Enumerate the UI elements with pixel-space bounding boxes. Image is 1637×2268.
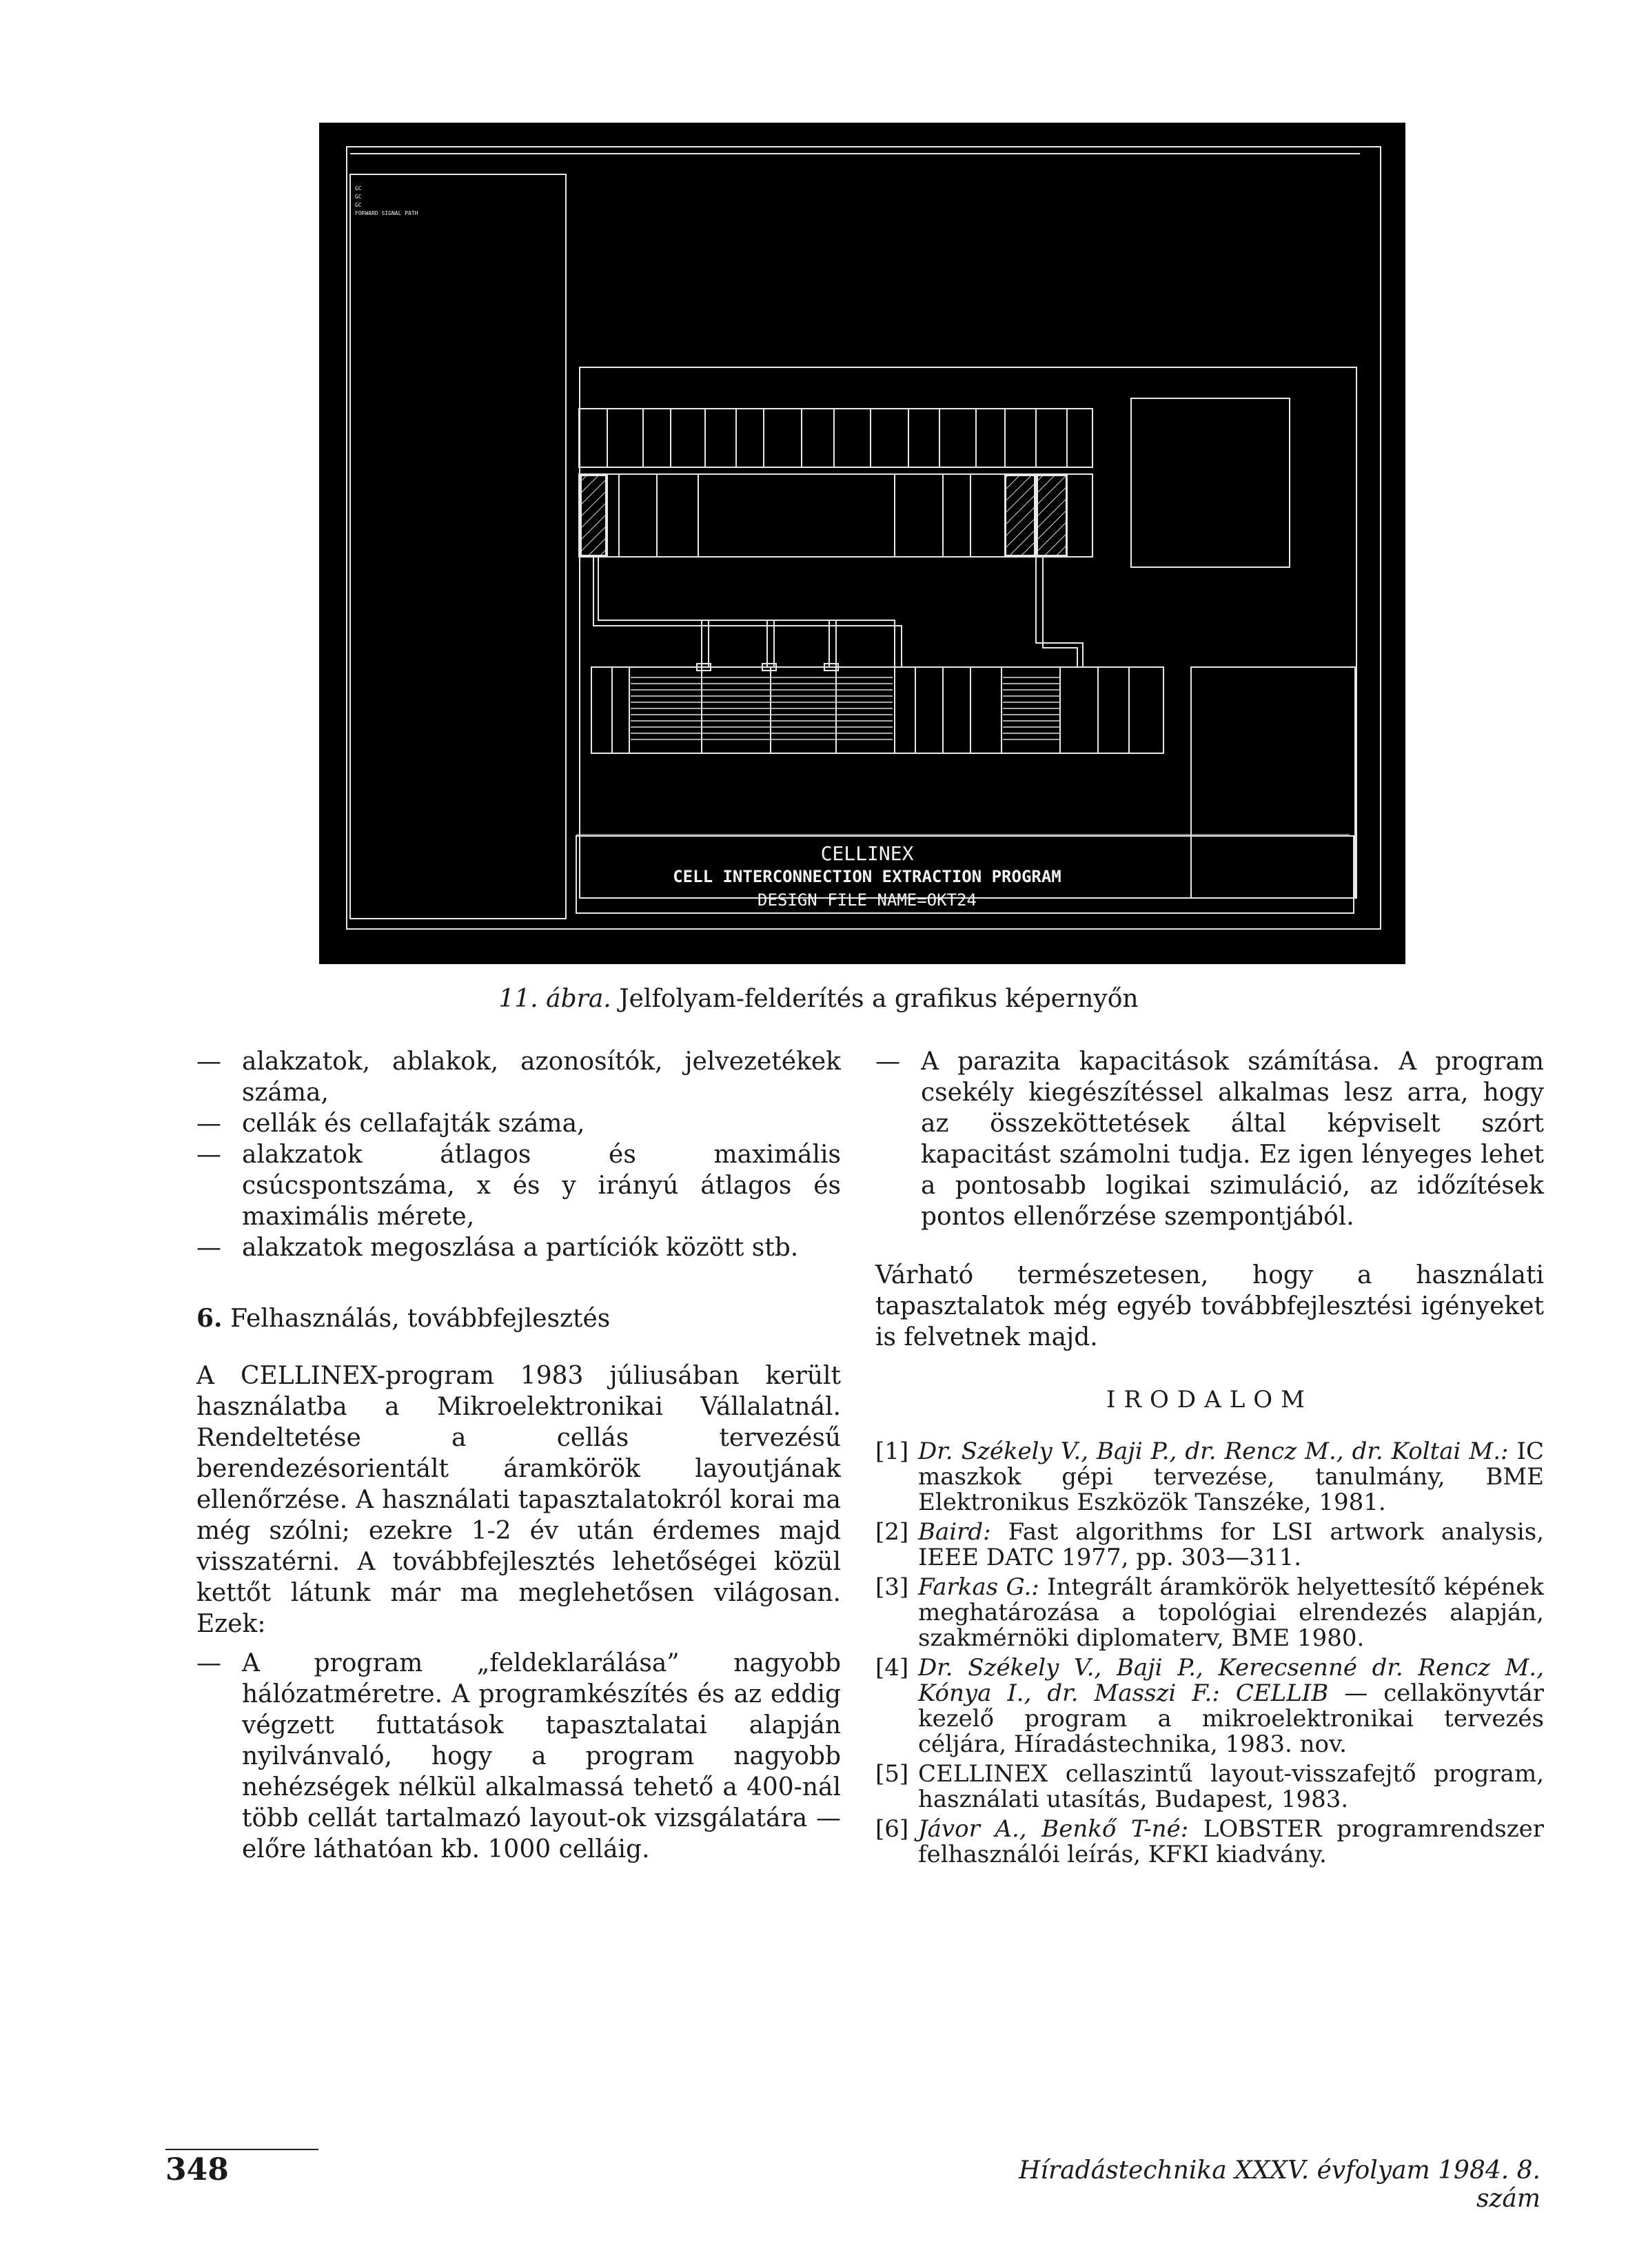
references-title: IRODALOM xyxy=(1106,1386,1313,1413)
caption-text: Jelfolyam-felderítés a grafikus képernyőn xyxy=(619,985,1139,1013)
highlighted-cell xyxy=(1006,476,1035,555)
references-list xyxy=(875,1439,1544,1868)
signal-path-wires xyxy=(593,557,1083,671)
cell-row-upper-bottom-dividers xyxy=(607,474,1067,557)
reference-item: [6] Jávor A., Benkő T-né: LOBSTER programrendszer felhasználói leírás, KFKI kiadvány. xyxy=(875,1815,1544,1868)
cell-row-upper-top xyxy=(579,409,1092,467)
panel-label: GC xyxy=(355,202,362,208)
layout-screen-drawing xyxy=(319,123,1405,964)
layout-window xyxy=(580,367,1356,898)
footer-rule xyxy=(165,2149,318,2150)
reference-item: [5] CELLINEX cellaszintű layout-visszafejtő program, használati utasítás, Budapest, 1983. xyxy=(875,1760,1544,1813)
development-list xyxy=(196,1648,841,1865)
left-column xyxy=(196,1046,841,1865)
highlighted-cell xyxy=(581,476,606,555)
statistics-list xyxy=(196,1046,841,1263)
section-title: Felhasználás, továbbfejlesztés xyxy=(230,1305,611,1333)
body-paragraph: A CELLINEX-program 1983 júliusában került használatba a Mikroelektronikai Vállalatnál. Rendeltetése a cellás tervezésű berendezésorientált áramkörök layoutjának ellenőrzése. A használati tapasztalatokról korai ma még szólni; ezekre 1-2 év után érdemes majd visszatérni. A továbbfejlesztés lehetőségei közül kettőt látunk már ma meglehetősen világosan. Ezek: xyxy=(196,1362,841,1638)
body-paragraph: Várható természetesen, hogy a használati tapasztalatok még egyéb továbbfejlesztési igényeket is felvetnek majd. xyxy=(875,1261,1544,1351)
list-item: — A parazita kapacitások számítása. A program csekély kiegészítéssel alkalmas lesz arra, hogy az összeköttetések által képviselt szórt kapacitást számolni tudja. Ez igen lényeges lehet a pontosabb logikai szimuláció, az időzítések pontos ellenőrzése szempontjából. xyxy=(875,1048,1544,1231)
highlighted-cells-lower xyxy=(631,674,893,743)
list-item: — A program „feldeklarálása” nagyobb hálózatméretre. A programkészítés és az eddig végzett futtatások tapasztalatai alapján nyilvánvaló, hogy a program nagyobb nehézségek nélkül alkalmassá tehető a 400-nál több cellát tartalmazó layout-ok vizsgálatára — előre láthatóan kb. 1000 celláig. xyxy=(196,1649,841,1863)
page-number: 348 xyxy=(165,2152,229,2187)
list-item: — cellák és cellafajták száma, xyxy=(196,1110,585,1138)
reference-item: [1] Dr. Székely V., Baji P., dr. Rencz M., dr. Koltai M.: IC maszkok gépi tervezése, tanulmány, BME Elektronikus Eszközök Tanszéke, 1981. xyxy=(875,1438,1544,1516)
program-title: CELL INTERCONNECTION EXTRACTION PROGRAM xyxy=(673,867,1061,886)
message-panel xyxy=(350,174,566,919)
figure-caption xyxy=(0,984,1637,1014)
highlighted-cell xyxy=(1037,476,1066,555)
list-item: — alakzatok megoszlása a partíciók között stb. xyxy=(196,1234,799,1262)
cell-row-upper-top-dividers xyxy=(607,409,1067,467)
highlighted-cell-lower xyxy=(1003,674,1059,743)
screen-frame xyxy=(347,147,1381,929)
design-file-name: DESIGN FILE NAME=OKT24 xyxy=(758,890,977,910)
panel-label: GC xyxy=(355,185,362,192)
reference-item: [2] Baird: Fast algorithms for LSI artwork analysis, IEEE DATC 1977, pp. 303—311. xyxy=(875,1518,1545,1571)
program-name: CELLINEX xyxy=(820,842,914,865)
caption-number: 11. ábra. xyxy=(498,985,611,1013)
journal-footer: Híradástechnika XXXV. évfolyam 1984. 8. szám xyxy=(1019,2156,1541,2213)
panel-label: FORWARD SIGNAL PATH xyxy=(355,210,418,216)
reference-item: [3] Farkas G.: Integrált áramkörök helyettesítő képének meghatározása a topológiai elrendezés alapján, szakmérnöki diplomaterv, BME 1980. xyxy=(875,1573,1544,1652)
panel-label: GC xyxy=(355,194,362,200)
block-right-lower xyxy=(1191,667,1355,898)
development-list-cont xyxy=(875,1046,1544,1232)
right-column xyxy=(875,1046,1544,1872)
list-item: — alakzatok, ablakok, azonosítók, jelvezetékek száma, xyxy=(196,1048,841,1107)
list-item: — alakzatok átlagos és maximális csúcspontszáma, x és y irányú átlagos és maximális mérete, xyxy=(196,1141,841,1231)
reference-item: [4] Dr. Székely V., Baji P., Kerecsenné dr. Rencz M., Kónya I., dr. Masszi F.: CELLIB — cellakönyvtár kezelő program a mikroelektronikai tervezés céljára, Híradástechnika, 1983. nov. xyxy=(875,1654,1545,1758)
figure-screen-photo xyxy=(319,123,1405,964)
block-right-upper xyxy=(1131,398,1290,567)
section-heading xyxy=(196,1303,841,1334)
section-number: 6. xyxy=(196,1304,223,1333)
